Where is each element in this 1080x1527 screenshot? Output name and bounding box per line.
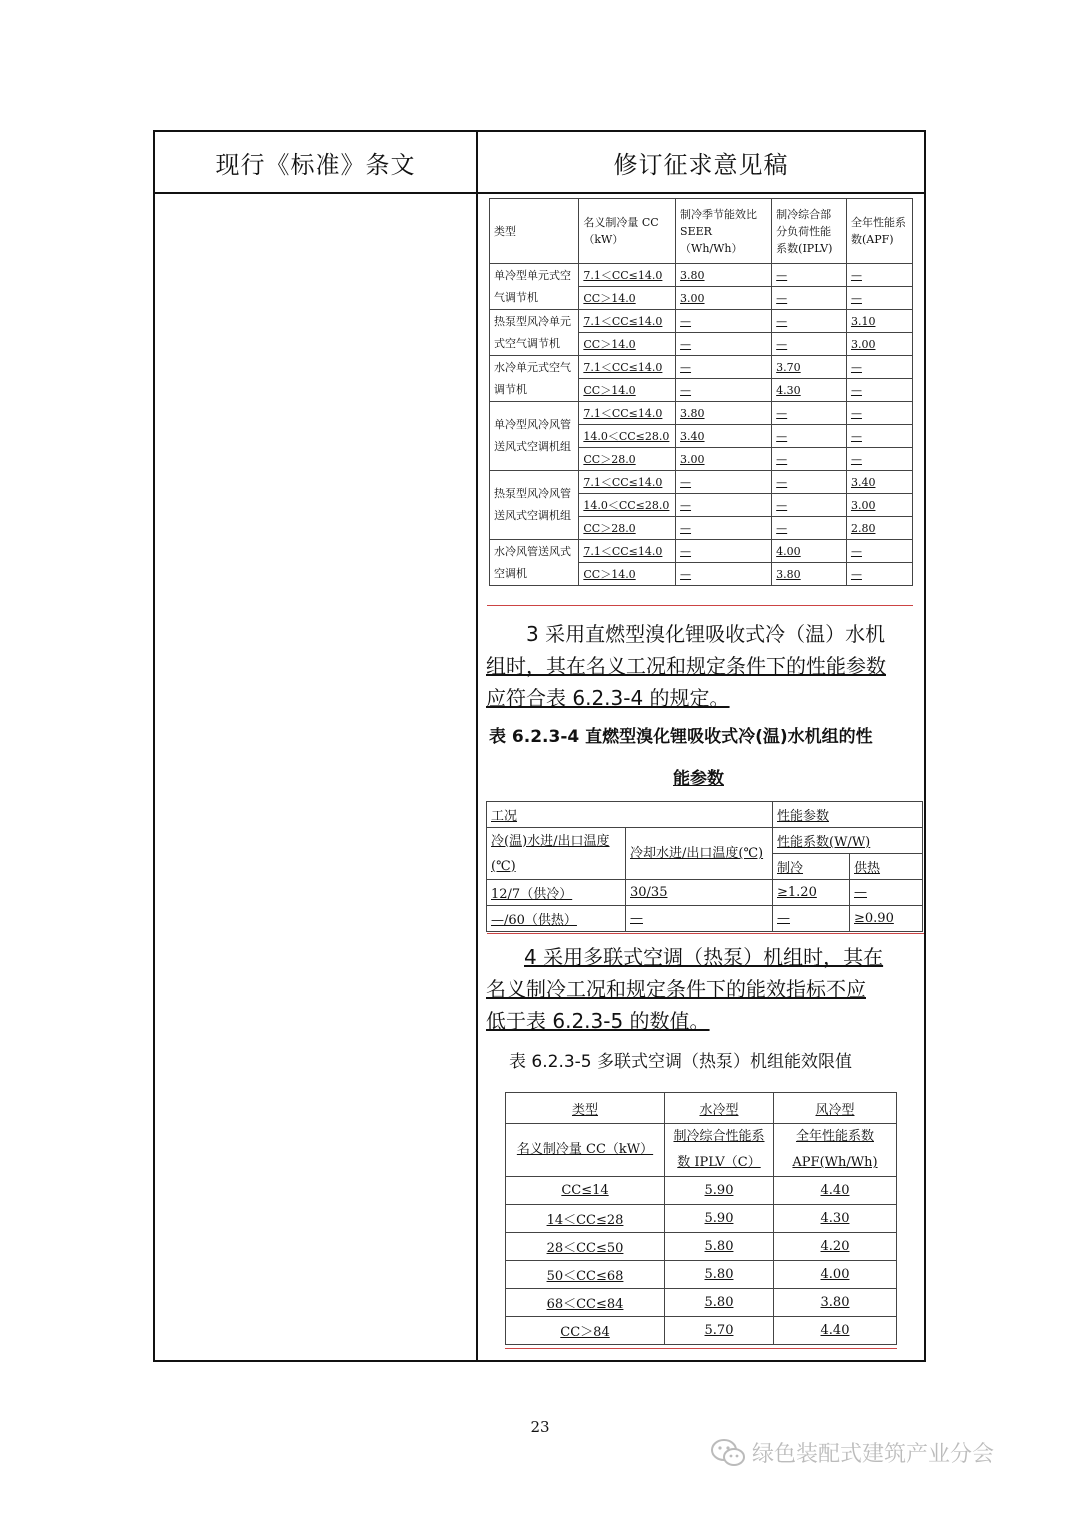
table-cell: 4.30 [774, 1205, 897, 1233]
table-header: 全年性能系数 APF(Wh/Wh) [774, 1124, 897, 1177]
table-cell: — [846, 540, 912, 563]
table-row [506, 1177, 897, 1205]
table-cell: — [846, 264, 912, 287]
table-cell: 28＜CC≤50 [506, 1233, 665, 1261]
table-cell: 14.0＜CC≤28.0 [579, 494, 676, 517]
table-cell: 3.70 [772, 356, 847, 379]
table-cell: CC＞84 [506, 1317, 665, 1345]
table-cell: 5.70 [665, 1317, 774, 1345]
table-cell: 14.0＜CC≤28.0 [579, 425, 676, 448]
table-cell: 3.00 [846, 494, 912, 517]
table-cell: — [676, 517, 772, 540]
table-cell: — [772, 425, 847, 448]
table-row [490, 402, 913, 425]
table-cell: CC＞14.0 [579, 333, 676, 356]
table-cell: 4.40 [774, 1317, 897, 1345]
unit-type-cell: 热泵型风冷单元式空气调节机 [490, 310, 579, 356]
table-cell: 14＜CC≤28 [506, 1205, 665, 1233]
table-row [506, 1205, 897, 1233]
table-cell: — [772, 517, 847, 540]
table-cell: CC＞14.0 [579, 563, 676, 586]
table-cell: 3.00 [676, 287, 772, 310]
table-cell: — [846, 356, 912, 379]
table-cell: — [772, 310, 847, 333]
table-cell: 4.00 [774, 1261, 897, 1289]
table-cell: 7.1＜CC≤14.0 [579, 471, 676, 494]
table-cell: — [676, 333, 772, 356]
table-cell: 4.20 [774, 1233, 897, 1261]
table-row [487, 906, 923, 932]
watermark [710, 1437, 994, 1468]
table-row [490, 264, 913, 287]
unitary-ac-efficiency-table [489, 198, 913, 586]
table-cell: — [676, 379, 772, 402]
table-header: 制冷综合性能系数 IPLV（C） [665, 1124, 774, 1177]
table-row [487, 880, 923, 906]
table-cell: — [676, 356, 772, 379]
table-cell: — [772, 471, 847, 494]
table-header: 工况 [487, 802, 773, 828]
unit-type-cell: 热泵型风冷风管送风式空调机组 [490, 471, 579, 540]
table-cell: 5.90 [665, 1177, 774, 1205]
table-header: 制冷 [773, 854, 850, 880]
table-cell: CC＞14.0 [579, 379, 676, 402]
table-cell: CC≤14 [506, 1177, 665, 1205]
clause-4-line: 4 采用多联式空调（热泵）机组时，其在 [524, 945, 884, 969]
table-header: 供热 [850, 854, 923, 880]
clause-4-text [486, 941, 918, 1037]
table-header: 类型 [490, 199, 579, 264]
table-cell: — [676, 540, 772, 563]
table-cell: CC＞14.0 [579, 287, 676, 310]
table-row [490, 471, 913, 494]
table-row [490, 356, 913, 379]
table-row [506, 1317, 897, 1345]
revision-underline [487, 605, 913, 606]
revision-draft-header: 修订征求意见稿 [613, 150, 789, 179]
table-header: 冷却水进/出口温度(℃) [626, 828, 773, 880]
table-6-2-3-5-caption: 表 6.2.3-5 多联式空调（热泵）机组能效限值 [509, 1052, 853, 1072]
table-cell: CC＞28.0 [579, 448, 676, 471]
table-cell: 50＜CC≤68 [506, 1261, 665, 1289]
table-cell: — [676, 563, 772, 586]
table-cell: — [772, 494, 847, 517]
table-cell: 3.80 [676, 402, 772, 425]
table-cell: 3.00 [676, 448, 772, 471]
unit-type-cell: 单冷型单元式空气调节机 [490, 264, 579, 310]
table-cell: 5.90 [665, 1205, 774, 1233]
table-cell: CC＞28.0 [579, 517, 676, 540]
revision-underline [487, 933, 924, 934]
table-cell: 4.40 [774, 1177, 897, 1205]
table-cell: — [676, 310, 772, 333]
table-cell: — [846, 448, 912, 471]
table-header: 名义制冷量 CC（kW） [506, 1124, 665, 1177]
table-cell: — [676, 494, 772, 517]
column-divider [476, 132, 478, 1360]
table-row [506, 1233, 897, 1261]
table-cell: 7.1＜CC≤14.0 [579, 264, 676, 287]
clause-3-line: 组时，其在名义工况和规定条件下的性能参数 [486, 654, 886, 678]
table-row [490, 310, 913, 333]
table-cell: 7.1＜CC≤14.0 [579, 402, 676, 425]
table-cell: 5.80 [665, 1261, 774, 1289]
table-header: 性能参数 [773, 802, 923, 828]
table-header: 制冷季节能效比SEER（Wh/Wh） [676, 199, 772, 264]
table-cell: — [676, 471, 772, 494]
table-header: 类型 [506, 1093, 665, 1124]
table-cell: 3.80 [772, 563, 847, 586]
table-cell: — [772, 333, 847, 356]
table-cell: — [846, 287, 912, 310]
table-6-2-3-4-caption-cont: 能参数 [673, 769, 724, 789]
table-cell: ≥1.20 [773, 880, 850, 906]
table-cell: — [850, 880, 923, 906]
table-cell: — [772, 287, 847, 310]
table-cell: — [846, 563, 912, 586]
table-row [506, 1261, 897, 1289]
table-cell: — [772, 264, 847, 287]
table-cell: 5.80 [665, 1233, 774, 1261]
table-cell: 3.00 [846, 333, 912, 356]
revision-underline [505, 1348, 897, 1349]
unit-type-cell: 水冷单元式空气调节机 [490, 356, 579, 402]
table-header: 风冷型 [774, 1093, 897, 1124]
clause-4-line: 名义制冷工况和规定条件下的能效指标不应 [486, 977, 866, 1001]
table-cell: 12/7（供冷） [487, 880, 626, 906]
table-cell: —/60（供热） [487, 906, 626, 932]
table-cell: 4.00 [772, 540, 847, 563]
table-header: 名义制冷量 CC（kW） [579, 199, 676, 264]
table-cell: 3.40 [846, 471, 912, 494]
table-cell: 68＜CC≤84 [506, 1289, 665, 1317]
clause-3-line: 应符合表 6.2.3-4 的规定。 [486, 686, 730, 710]
table-cell: — [772, 448, 847, 471]
clause-4-line: 低于表 6.2.3-5 的数值。 [486, 1009, 710, 1033]
table-header: 制冷综合部分负荷性能系数(IPLV) [772, 199, 847, 264]
table-cell: — [626, 906, 773, 932]
table-cell: — [773, 906, 850, 932]
table-cell: 3.80 [774, 1289, 897, 1317]
table-cell: — [846, 402, 912, 425]
clause-3-line: 3 采用直燃型溴化锂吸收式冷（温）水机 [526, 622, 886, 646]
page-number: 23 [530, 1418, 550, 1436]
table-cell: — [846, 425, 912, 448]
current-standard-header: 现行《标准》条文 [215, 150, 416, 179]
table-6-2-3-4-caption: 表 6.2.3-4 直燃型溴化锂吸收式冷(温)水机组的性 [489, 727, 873, 747]
multi-split-efficiency-table [505, 1092, 897, 1345]
table-header: 全年性能系数(APF) [846, 199, 912, 264]
table-cell: 3.40 [676, 425, 772, 448]
table-cell: 3.10 [846, 310, 912, 333]
table-header: 水冷型 [665, 1093, 774, 1124]
table-cell: 2.80 [846, 517, 912, 540]
wechat-icon [710, 1438, 746, 1468]
table-header: 冷(温)水进/出口温度(℃) [487, 828, 626, 880]
table-cell: 3.80 [676, 264, 772, 287]
table-header: 性能系数(W/W) [773, 828, 923, 854]
table-cell: 30/35 [626, 880, 773, 906]
table-cell: 7.1＜CC≤14.0 [579, 356, 676, 379]
table-cell: ≥0.90 [850, 906, 923, 932]
table-cell: 7.1＜CC≤14.0 [579, 310, 676, 333]
table-cell: — [772, 402, 847, 425]
table-cell: 7.1＜CC≤14.0 [579, 540, 676, 563]
table-cell: — [846, 379, 912, 402]
table-row [506, 1289, 897, 1317]
watermark-text: 绿色装配式建筑产业分会 [752, 1442, 995, 1467]
absorption-chiller-performance-table [486, 801, 923, 932]
unit-type-cell: 水冷风管送风式空调机 [490, 540, 579, 586]
table-cell: 4.30 [772, 379, 847, 402]
clause-3-text [486, 618, 918, 714]
table-cell: 5.80 [665, 1289, 774, 1317]
unit-type-cell: 单冷型风冷风管送风式空调机组 [490, 402, 579, 471]
table-row [490, 540, 913, 563]
